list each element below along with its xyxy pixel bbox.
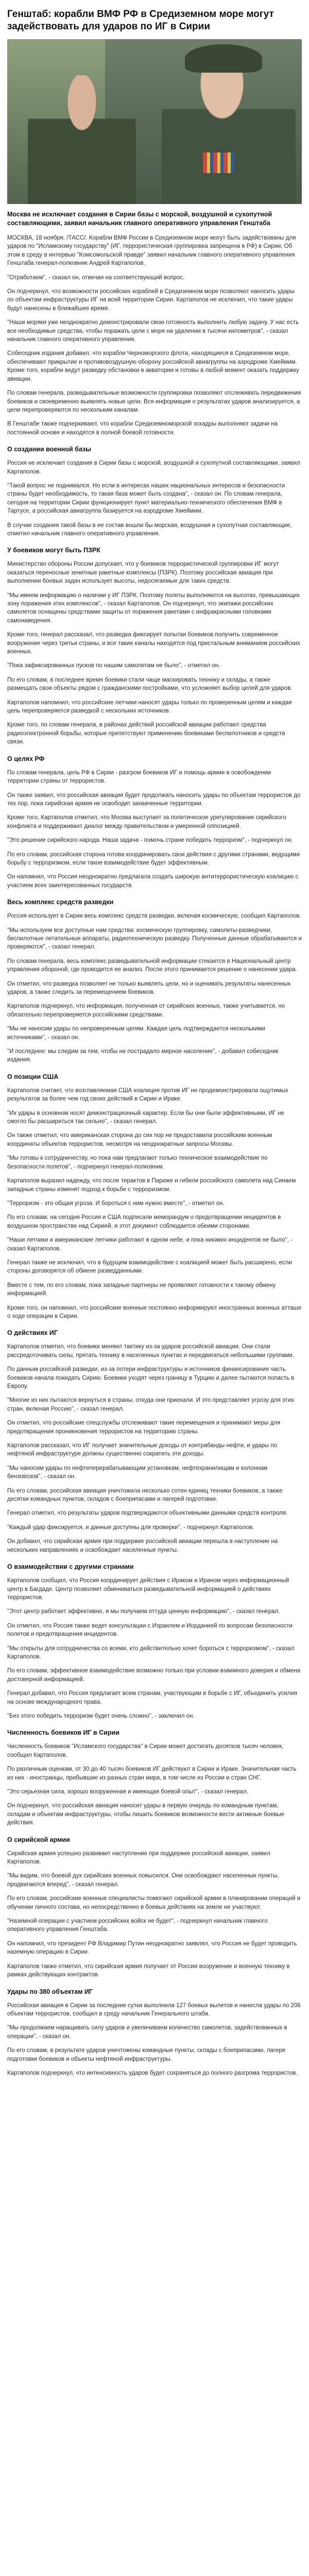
article-paragraph: "Это серьезная сила, хорошо вооруженная и имеющая боевой опыт", - сказал генерал. bbox=[7, 1789, 248, 1795]
person-left bbox=[28, 75, 136, 204]
article-paragraph: "Без этого победить терроризм будет очень сложно", - заключил он. bbox=[7, 1713, 195, 1719]
military-cap bbox=[185, 44, 262, 73]
section-heading: О позиции США bbox=[7, 1073, 59, 1080]
article-paragraph: "Этот центр работает эффективно, и мы получаем оттуда ценную информацию", - сказал генерал. bbox=[7, 1608, 280, 1615]
article-paragraph: В случае создания такой базы в ее состав вошли бы морская, воздушная и сухопутная составляющие, отметил начальник главного оперативного управления. bbox=[7, 522, 292, 537]
article-paragraph: Численность боевиков "Исламского государства" в Сирии может достигать десятков тысяч человек, сообщил Картаполов. bbox=[7, 1743, 284, 1758]
article-paragraph: "Наземной операции с участием российских войск не будет", - подчеркнул начальник главного оперативного управления Генштаба. bbox=[7, 1918, 268, 1933]
article-paragraph: "Это решение сирийского народа. Наша задача - помочь стране победить терроризм", - подчеркнул он. bbox=[7, 837, 293, 844]
article-paragraph: Он также отметил, что американская сторона до сих пор не предоставила российским военным координаты объектов террористов, несмотря на неоднократные запросы Москвы. bbox=[7, 1132, 272, 1147]
article-paragraph: По его словам, в последнее время боевики стали чаще маскировать технику и склады, а также размещать свои объекты рядом с гражданскими постройками, что усложняет выбор целей для ударов. bbox=[7, 676, 293, 692]
article-photo bbox=[7, 39, 302, 204]
section-heading: У боевиков могут быть ПЗРК bbox=[7, 547, 100, 554]
article-paragraph: Картаполов считает, что возглавляемая США коалиция против ИГ не продемонстрировала ощутимых результатов за более чем год своих действий в Сирии и Ираке. bbox=[7, 1087, 288, 1103]
article-paragraph: Картаполов выразил надежду, что после терактов в Париже и гибели российского самолета над Синаем западные страны изменят подход к борьбе с терроризмом. bbox=[7, 1178, 296, 1193]
article-paragraph: "Мы видим, что боевой дух сирийских военных повысился. Они освобождают населенные пункты, продвигаются вперед", - сказал генерал. bbox=[7, 1873, 279, 1888]
article-paragraph: Россия использует в Сирии весь комплекс средств разведки, включая космическую, сообщил Картаполов. bbox=[7, 913, 301, 920]
article-paragraph: "Пока зафиксированных пусков по нашим самолетам не было", - отметил он. bbox=[7, 663, 220, 669]
article-paragraph: Россия не исключает создания в Сирии базы с морской, воздушной и сухопутной составляющими, заявил Картаполов. bbox=[7, 460, 300, 475]
article-paragraph: Генерал добавил, что Россия предлагает всем странам, участвующим в борьбе с ИГ, объединить усилия на основе международного права. bbox=[7, 1690, 297, 1705]
section-heading: О сирийской армии bbox=[7, 1836, 70, 1843]
article-paragraph: По словам генерала, разведывательные возможности группировки позволяют отслеживать передвижения боевиков и своевременно выявлять новые цели. Вся информация о результатах ударов анализируется, а цели перепроверяются по нескольким каналам. bbox=[7, 390, 301, 413]
section-heading: Численность боевиков ИГ в Сирии bbox=[7, 1729, 119, 1737]
article-paragraph: По различным оценкам, от 30 до 40 тысяч боевиков ИГ действуют в Сирии и Ираке. Значительная часть из них - иностранцы, прибывшие из разных стран мира, в том числе из России и стран СНГ. bbox=[7, 1766, 297, 1781]
article-paragraph: "Терроризм - это общая угроза. И бороться с ним нужно вместе", - отметил он. bbox=[7, 1200, 225, 1207]
article-paragraph: Он отметил, что российские спецслужбы отслеживают такие перемещения и принимают меры для предотвращения проникновения террористов на территорию страны. bbox=[7, 1420, 281, 1435]
article-paragraph: Картаполов подчеркнул, что интенсивность ударов будет сохраняться до полного разгрома террористов. bbox=[7, 2070, 298, 2076]
article-paragraph: Министерство обороны России допускает, что у боевиков террористической группировки ИГ могут оказаться переносные зенитные ракетные комплексы (ПЗРК). Поэтому российская авиация при выполнении боевых задач использует высоты, недосягаемые для таких средств. bbox=[7, 561, 279, 585]
section-heading: Весь комплекс средств разведки bbox=[7, 899, 114, 906]
section-heading: О целях РФ bbox=[7, 755, 45, 762]
article-paragraph: Кроме того, генерал рассказал, что разведка фиксирует попытки боевиков получить современное вооружение через третьи страны, и все такие каналы находятся под пристальным вниманием российских военных. bbox=[7, 632, 300, 655]
article-paragraph: "Мы наносим удары по нефтеперерабатывающим установкам, нефтехранилищам и колоннам бензовозов", - сказал он. bbox=[7, 1465, 268, 1480]
medal-ribbons bbox=[203, 152, 234, 173]
article-paragraph: Картаполов напомнил, что российские летчики наносят удары только по проверенным целям и каждая цель перепроверяется разведкой с нескольких источников. bbox=[7, 699, 292, 715]
article-paragraph: "Такой вопрос не поднимался. Но если в интересах наших национальных интересов и безопасности страны будет необходимость, то такая база может быть создана", - сказал он. По словам генерала, сегодня на территории Сирии функционирует пункт материально-технического обеспечения ВМФ в Тартусе, а российская авиагруппа базируется на аэродроме Хмеймим. bbox=[7, 482, 285, 515]
article-paragraph: "Мы не наносим удары по непроверенным целям. Каждая цель подтверждается несколькими источниками", - сказал он. bbox=[7, 1026, 265, 1041]
article-paragraph: Картаполов отметил, что боевики меняют тактику из-за ударов российской авиации. Они стали рассредоточивать силы, прятать технику в населенных пунктах и передвигаться небольшими группами. bbox=[7, 1344, 295, 1359]
article-paragraph: Российская авиация в Сирии за последние сутки выполнила 127 боевых вылетов и нанесла удары по 206 объектам террористов, сообщил в среду начальник Генерального штаба. bbox=[7, 2002, 301, 2017]
article-paragraph: Он напомнил, что президент РФ Владимир Путин неоднократно заявлял, что Россия не будет проводить наземную операцию в Сирии. bbox=[7, 1940, 297, 1956]
article-paragraph: Картаполов также отметил, что сирийская армия получает от России вооружение и военную технику в рамках действующих контрактов. bbox=[7, 1963, 290, 1978]
section-heading: О создании военной базы bbox=[7, 446, 91, 453]
article-paragraph: Кроме того, он напомнил, что российские военные постоянно информируют иностранных военных атташе о ходе операции в Сирии. bbox=[7, 1304, 302, 1319]
article-title: Генштаб: корабли ВМФ РФ в Средиземном море могут задействовать для ударов по ИГ в Сирии bbox=[7, 9, 274, 32]
article-paragraph: "И последнее: мы следим за тем, чтобы не пострадало мирное население", - добавил собеседник издания. bbox=[7, 1048, 279, 1063]
section-heading: О действиях ИГ bbox=[7, 1329, 58, 1337]
article-paragraph: По данным российской разведки, из-за потери инфраструктуры и источников финансирования часть боевиков начала покидать Сирию. Боевики уходят через границу в Турцию и далее пытаются попасть в Европу. bbox=[7, 1366, 295, 1389]
article-paragraph: По словам генерала, цель РФ в Сирии - разгром боевиков ИГ и помощь армии в освобождении территории страны от террористов. bbox=[7, 769, 271, 785]
article-paragraph: Он подчеркнул, что российская авиация наносит удары в первую очередь по командным пунктам, складам и объектам инфраструктуры, чтобы лишить боевиков возможности вести активные боевые действия. bbox=[7, 1803, 285, 1826]
article-paragraph: "Мы имеем информацию о наличии у ИГ ПЗРК. Поэтому полеты выполняются на высотах, превышающих зону поражения этих комплексов", - сказал Картаполов. Он подчеркнул, что экипажи российских самолетов оснащены средствами защиты от поражения ракетами с инфракрасными головками самонаведения. bbox=[7, 592, 300, 624]
article-paragraph: "Наши моряки уже неоднократно демонстрировали свою готовность выполнить любую задачу. У нас есть все необходимые средства, чтобы поражать цели с моря на удалении в тысячи километров", - сказал начальник главного оперативного управления. bbox=[7, 319, 299, 343]
article-paragraph: "Наши летчики и американские летчики работают в одном небе, и пока никаких инцидентов не было", - сказал Картаполов. bbox=[7, 1237, 293, 1252]
article-paragraph: Кроме того, Картаполов отметил, что Москва выступает за политическое урегулирование сирийского конфликта и поддерживает диалог между правительством и умеренной оппозицией. bbox=[7, 815, 286, 829]
article-paragraph: "Многие из них пытаются вернуться в страны, откуда они приехали. И это представляет угрозу для этих стран, включая Россию", - сказал генерал. bbox=[7, 1397, 295, 1412]
article-paragraph: Картаполов рассказал, что ИГ получает значительные доходы от контрабанды нефти, и удары по нефтяной инфраструктуре должны существенно сократить эти доходы. bbox=[7, 1443, 277, 1458]
article-paragraph: Кроме того, по словам генерала, в районах действий российской авиации работают средства радиоэлектронной борьбы, которые препятствуют применению боевиками беспилотников и средств связи. bbox=[7, 722, 285, 745]
article-paragraph: Генерал также не исключил, что в будущем взаимодействие с коалицией может быть расширено, если стороны договорятся об обмене разведданными. bbox=[7, 1259, 292, 1275]
article-paragraph: По его словам, на сегодня Россия и США подписали меморандум о предотвращении инцидентов в воздушном пространстве над Сирией, и этот документ соблюдается обеими сторонами. bbox=[7, 1214, 281, 1229]
article-paragraph: "Мы используем все доступные нам средства: космическую группировку, самолеты-разведчики, беспилотные летательные аппараты, радиотехническую разведку. Полученные данные обрабатываются и проверяются", - сказал генерал. bbox=[7, 927, 302, 951]
article-lead: Москва не исключает создания в Сирии базы с морской, воздушной и сухопутной составляющими, заявил начальник главного оперативного управления Генштаба bbox=[7, 211, 272, 227]
article-paragraph: Собеседник издания добавил, что корабли Черноморского флота, находящиеся в Средиземном море, обеспечивают прикрытие и противовоздушную оборону российской авиагруппы на аэродроме Хмеймим. Кроме того, корабли ведут разведку обстановки в акватории и готовы в любой момент оказать поддержку авиации. bbox=[7, 350, 299, 382]
article-paragraph: "Мы готовы к сотрудничеству, но пока нам предлагают только техническое взаимодействие по безопасности полетов", - подчеркнул генерал-полковник. bbox=[7, 1155, 268, 1170]
article-paragraph: Он напомнил, что Россия неоднократно предлагала создать широкую антитеррористическую коалицию с участием всех заинтересованных государств. bbox=[7, 874, 299, 889]
person-right bbox=[162, 49, 296, 204]
article-paragraph: Он также заявил, что российская авиация будет продолжать наносить удары по объектам террористов до тех пор, пока сирийская армия не освободит захваченные территории. bbox=[7, 792, 301, 807]
article-paragraph: МОСКВА, 18 ноября. /ТАСС/. Корабли ВМФ России в Средиземном море могут быть задействованы для ударов по "Исламскому государству" (ИГ, террористическая группировка запрещена в РФ) в Сирии. Об этом в среду в интервью "Комсомольской правде" заявил начальник главного оперативного управления Генштаба генерал-полковник Андрей Картаполов. bbox=[7, 235, 296, 267]
article-paragraph: Вместе с тем, по его словам, пока западные партнеры не проявляют готовности к такому обмену информацией. bbox=[7, 1282, 276, 1297]
article-paragraph: Картаполов сообщил, что Россия координирует действия с Ираком и Ираном через информационный центр в Багдаде. Центр позволяет обмениваться разведывательной информацией о действиях террористов. bbox=[7, 1578, 289, 1601]
article-paragraph: По его словам, российские военные специалисты помогают сирийской армии в планировании операций и обучении личного состава, но непосредственно в боевых действиях на земле не участвуют. bbox=[7, 1895, 301, 1910]
article-paragraph: По его словам, эффективное взаимодействие возможно только при условии взаимного доверия и обмена достоверной информацией. bbox=[7, 1668, 301, 1683]
article-paragraph: В Генштабе также подчеркивают, что корабли Средиземноморской эскадры выполняют задачи на постоянной основе и находятся в полной боевой готовности. bbox=[7, 421, 278, 436]
article-paragraph: Он отметил, что Россия также ведет консультации с Израилем и Иорданией по вопросам безопасности полетов и предотвращения инцидентов. bbox=[7, 1622, 293, 1638]
article-paragraph: Он подчеркнул, что возможности российских кораблей в Средиземном море позволяют наносить удары по объектам инфраструктуры ИГ на всей территории Сирии. Картаполов не исключил, что такие удары будут нанесены в ближайшее время. bbox=[7, 289, 295, 312]
article-body bbox=[7, 234, 302, 2077]
article-paragraph: "Мы продолжаем наращивать силу ударов и увеличиваем количество самолетов, задействованных в операции", - сказал он. bbox=[7, 2025, 287, 2040]
article-paragraph: Картаполов подчеркнул, что информация, полученная от сирийских военных, также учитывается, но обязательно перепроверяется российскими средствами. bbox=[7, 1003, 285, 1018]
article-paragraph: По его словам, российская сторона готова координировать свои действия с другими странами, ведущими борьбу с терроризмом, если такое взаимодействие будет эффективным. bbox=[7, 851, 300, 866]
article-paragraph: "Мы открыты для сотрудничества со всеми, кто действительно хочет бороться с терроризмом", - сказал Картаполов. bbox=[7, 1645, 295, 1660]
article-paragraph: "Каждый удар фиксируется, и данные доступны для проверки", - подчеркнул Картаполов. bbox=[7, 1524, 254, 1531]
section-heading: Удары по 380 объектам ИГ bbox=[7, 1988, 93, 1995]
article-paragraph: Он добавил, что сирийская армия при поддержке российской авиации перешла в наступление на нескольких направлениях и освобождает населенные пункты. bbox=[7, 1538, 278, 1553]
article-paragraph: По его словам, в результате ударов уничтожены командные пункты, склады с боеприпасами, лагеря подготовки боевиков и объекты нефтяной инфраструктуры. bbox=[7, 2047, 285, 2062]
section-heading: О взаимодействии с другими странами bbox=[7, 1563, 134, 1571]
article-paragraph: "Их удары в основном носят демонстрационный характер. Если бы они были эффективными, ИГ не смогло бы расшириться так сильно", - сказал генерал. bbox=[7, 1110, 284, 1125]
article-paragraph: По его словам, российская авиация уничтожила несколько сотен единиц техники боевиков, а также десятки командных пунктов, складов с боеприпасами и лагерей подготовки. bbox=[7, 1487, 283, 1503]
article-paragraph: По словам генерала, весь комплекс разведывательной информации стекается в Национальный центр управления обороной, где проводится ее анализ. После этого принимается решение о нанесении удара. bbox=[7, 958, 297, 973]
article-paragraph: "Отработаем", - сказал он, отвечая на соответствующий вопрос. bbox=[7, 274, 185, 281]
article-paragraph: Сирийская армия успешно развивает наступление при поддержке российской авиации, заявил Картаполов. bbox=[7, 1850, 270, 1866]
article-paragraph: Генерал отметил, что результаты ударов подтверждаются объективными данными средств контроля. bbox=[7, 1510, 288, 1517]
article-paragraph: Он отметил, что разведка позволяет не только выявлять цели, но и оценивать результаты нанесенных ударов, а также следить за перемещением боевиков. bbox=[7, 980, 291, 995]
